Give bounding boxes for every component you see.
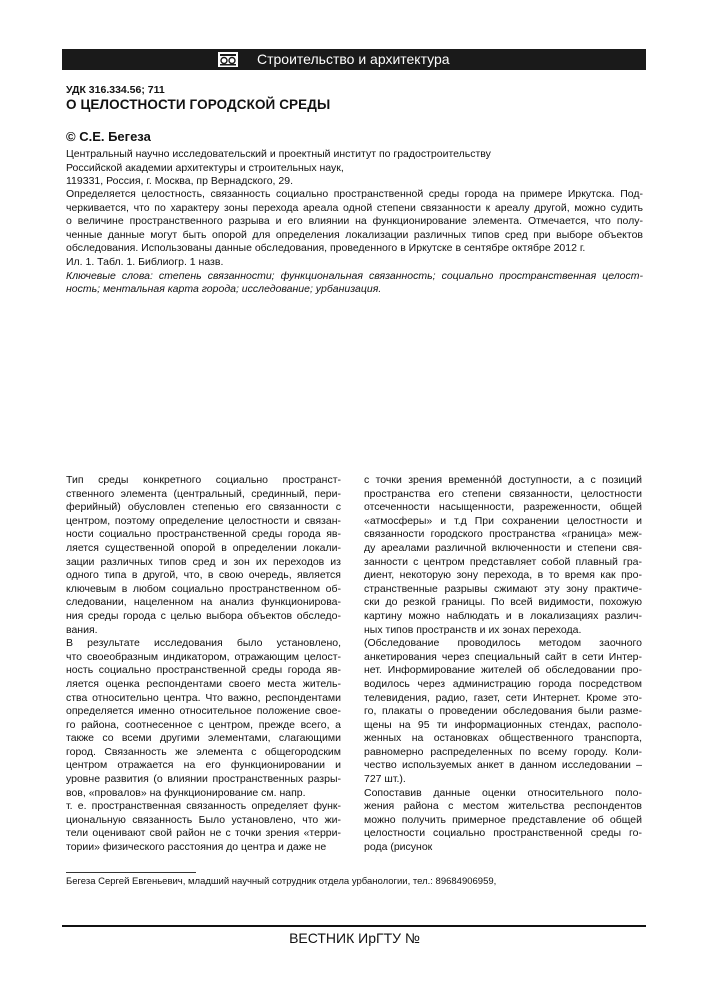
affiliation (66, 148, 646, 189)
body-text-line: с точки зрения временно́й доступности, а с позиций (364, 474, 642, 486)
body-left-column (66, 474, 341, 855)
body-text-line: пространства его степени связанности, целостности (364, 487, 642, 500)
body-text-line: чество используемых анкет в данном исследовании – (364, 759, 642, 772)
keywords-line: Ключевые слова: степень связанности; функциональная связанность; социально пространственная целост- (66, 269, 643, 282)
body-text-line: ственного элемента (центральный, срединный, пери- (66, 487, 341, 500)
body-text-line: го района, соотнесенное с центром, прежде всего, а (66, 718, 341, 731)
journal-section-header (62, 49, 646, 70)
body-text-line: центром, поэтому определение целостности и связан- (66, 514, 341, 527)
body-text-line: ферийный) обусловлен степенью его связанности с (66, 501, 341, 514)
body-text-line: женных на остановках общественного транспорта, (364, 732, 642, 745)
body-text-line: (Обследование проводилось методом заочного (364, 637, 642, 650)
body-text-line: уровне развития (о влиянии пространственных разры- (66, 773, 341, 786)
body-right-column (364, 474, 642, 855)
body-text-line: вов, «провалов» на функционирование см. напр. (66, 786, 306, 799)
body-text-line: т. е. пространственная связанность определяет функ- (66, 800, 341, 813)
abstract-line: черкивается, что по характеру зоны перехода ареала одной степени связанности к ареалу другой, можно судить (66, 201, 643, 214)
affiliation-line: Российской академии архитектуры и строительных наук, (66, 161, 344, 174)
article-title: О ЦЕЛОСТНОСТИ ГОРОДСКОЙ СРЕДЫ (66, 97, 331, 112)
abstract-line: Определяется целостность, связанность социально пространственной среды города на примере Иркутска. Под- (66, 188, 643, 200)
body-text-line: анкетирования через специальный сайт в сети Интер- (364, 650, 642, 663)
affiliation-line: Центральный научно исследовательский и проектный институт по градостроительству (66, 148, 491, 160)
body-text-line: вания. (66, 623, 98, 636)
body-text-line: циональную связанность Было установлено, что жи- (66, 813, 341, 826)
abstract-line: Ил. 1. Табл. 1. Библиогр. 1 назв. (66, 255, 224, 268)
body-text-line: картину можно наблюдать и в локализациях различ- (364, 609, 642, 622)
body-text-line: «атмосферы» и т.д При сохранении целостности и (364, 514, 642, 527)
body-text-line: центром отражается на его функционировании и (66, 759, 341, 772)
journal-section-title: Строительство и архитектура (257, 51, 450, 67)
body-text-line: одного типа в другой, что, в свою очередь, является (66, 569, 341, 582)
journal-footer-title: ВЕСТНИК ИрГТУ № (289, 930, 420, 946)
body-text-line: странственные разрывы сжимают эту зону практиче- (364, 582, 642, 595)
body-text-line: ности социально пространственной среды города яв- (66, 528, 341, 541)
footnote-divider (66, 872, 196, 873)
author-footnote: Бегеза Сергей Евгеньевич, младший научный сотрудник отдела урбанологии, тел.: 89684906959, (66, 876, 497, 887)
body-text-line: равномерно распределенных по всему городу. Коли- (364, 745, 642, 758)
body-text-line: целостности социально пространственной среды го- (364, 827, 642, 840)
abstract (66, 188, 643, 297)
body-text-line: ски до резкой границы. По всей видимости, похожую (364, 596, 642, 609)
body-text-line: тории» физического расстояния до центра и даже не (66, 841, 327, 854)
body-text-line: занности с центром представляет собой плавный гра- (364, 555, 642, 568)
abstract-line: ченные данные могут быть опорой для определения локализации различных типов сред при выборе объектов (66, 228, 643, 241)
body-text-line: определяется именно относительное положение свое- (66, 705, 341, 718)
body-text-line: ства относительно центра. Что важно, респондентами (66, 691, 341, 704)
body-text-line: ду ареалами различной включенности и степени свя- (364, 541, 642, 554)
body-text-line: зации различных типов сред и зон их переходов из (66, 555, 341, 568)
footer-divider (62, 925, 646, 927)
body-text-line: телевидения, радио, газет, сети Интернет. Кроме это- (364, 691, 642, 704)
keywords-line: ность; ментальная карта города; исследование; урбанизация. (66, 283, 382, 296)
body-text-line: щены на 95 ти информационных стендах, располо- (364, 718, 642, 731)
body-text-line: водилось через администрацию города посредством (364, 677, 642, 690)
author: © С.Е. Бегеза (66, 129, 151, 144)
body-text-line: тели оценивают свой район не с точки зрения «терри- (66, 827, 341, 840)
body-text-line: следовании, нацеленном на анализ функционирова- (66, 596, 341, 609)
university-emblem-icon (218, 52, 238, 67)
body-text-line: ных типов пространств и их зонах перехода. (364, 623, 582, 636)
body-text-line: Сопоставив данные оценки относительного поло- (364, 786, 642, 799)
body-text-line: что своеобразным индикатором, отражающим целост- (66, 650, 341, 663)
body-text-line: Тип среды конкретного социально пространст- (66, 474, 341, 486)
body-text-line: ключевым в любом социально пространственном об- (66, 582, 341, 595)
body-text-line: связанности городского пространства «граница» меж- (364, 528, 642, 541)
body-text-line: ния среды города с целью выбора объектов обследо- (66, 609, 341, 622)
body-text-line: В результате исследования было установлено, (66, 637, 341, 650)
body-text-line: ность социально пространственной среды города яв- (66, 664, 341, 677)
body-text-line: можно получить примерное представление об общей (364, 813, 642, 826)
body-text-line: город. Связанность же элемента с общегородским (66, 745, 341, 758)
body-text-line: 727 шт.). (364, 773, 406, 786)
body-text-line: ляется оценка респондентами своего места житель- (66, 677, 341, 690)
abstract-line: обследования. Использованы данные обследования, проведенного в Иркутске в сентябре октябре 2012 г. (66, 242, 586, 255)
body-text-line: также со всеми другими элементами, слагающими (66, 732, 341, 745)
body-text-line: рода (рисунок (364, 841, 433, 854)
body-text-line: ляется существенной опорой в определении локали- (66, 541, 341, 554)
body-text-line: жения района с местом жительства респондентов (364, 800, 642, 813)
affiliation-line: 119331, Россия, г. Москва, пр Вернадского, 29. (66, 175, 293, 187)
udk-code: УДК 316.334.56; 711 (66, 84, 165, 96)
body-text-line: нет. Информирование жителей об обследовании про- (364, 664, 642, 677)
abstract-line: о величине пространственного разрыва и его влиянии на функционирование элемента. Отмечается, что полу- (66, 215, 643, 228)
body-text-line: диент, некоторую зону перехода, в то время как про- (364, 569, 642, 582)
body-text-line: отсеченности насыщенности, разреженности, общей (364, 501, 642, 514)
body-text-line: го, плакаты о проведении обследования были разме- (364, 705, 642, 718)
